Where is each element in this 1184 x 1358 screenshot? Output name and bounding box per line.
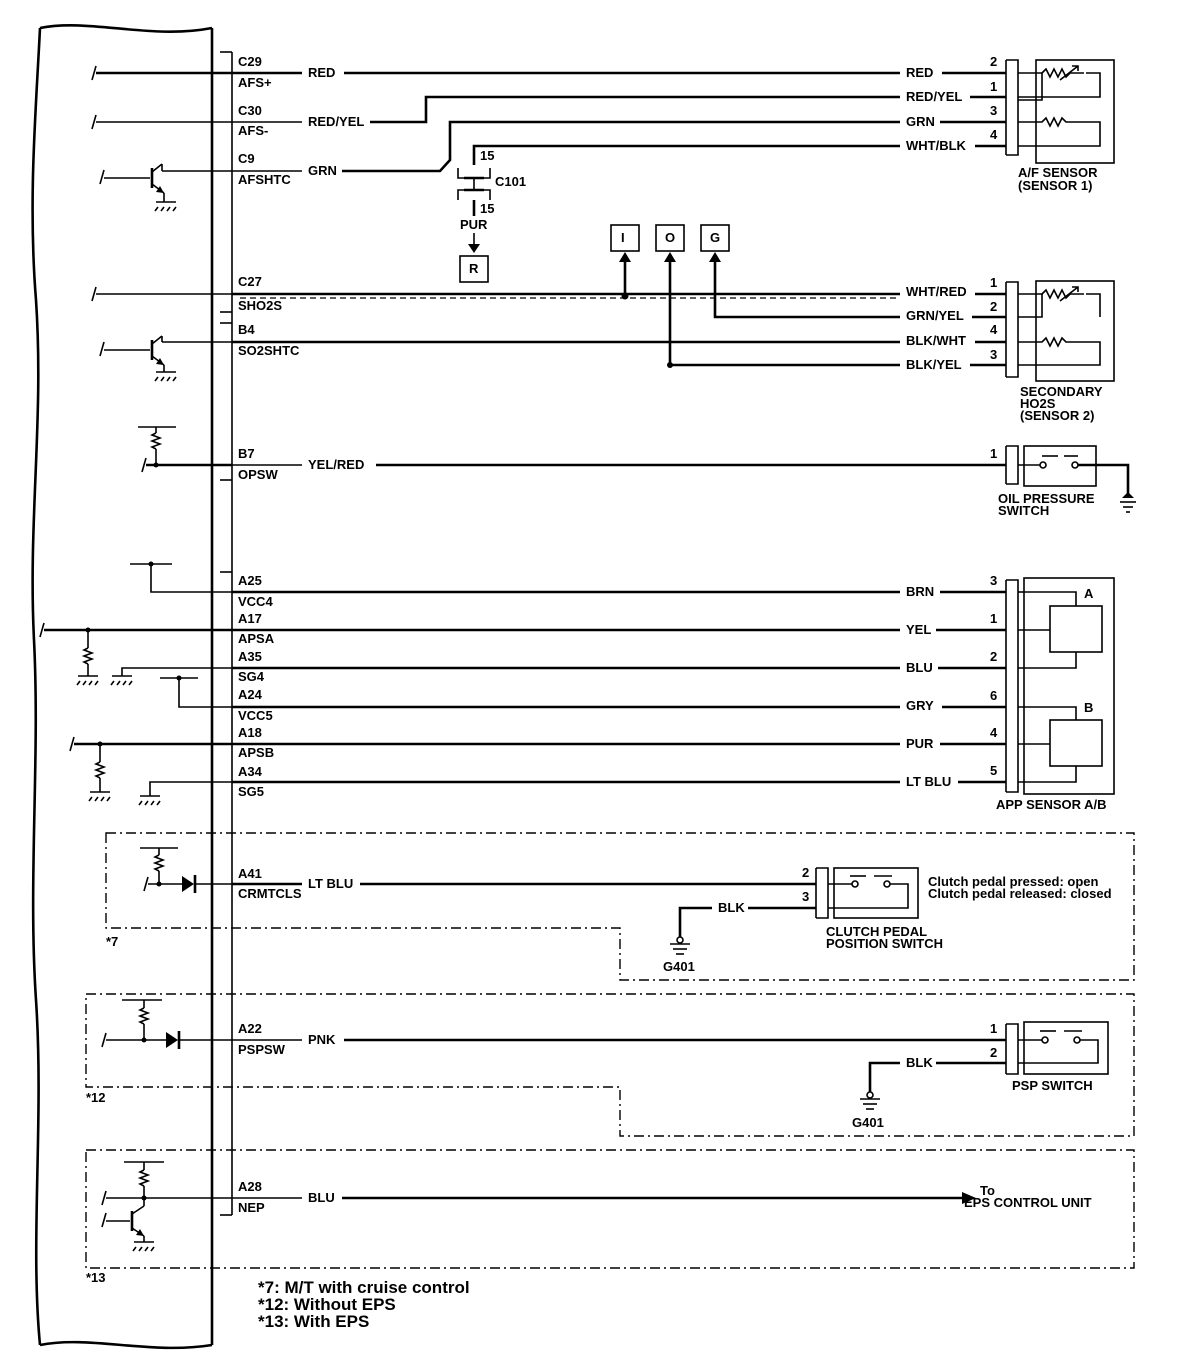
ref-o: O xyxy=(665,230,676,245)
svg-text:4: 4 xyxy=(990,127,998,142)
svg-text:15: 15 xyxy=(480,201,495,216)
sig-vcc4: VCC4 xyxy=(238,594,273,609)
wire-blk-clutch: BLK xyxy=(718,900,745,915)
pin-c27: C27 xyxy=(238,274,262,289)
wire-grn: GRN xyxy=(308,163,337,178)
sig-afs-minus: AFS- xyxy=(238,123,269,138)
svg-text:2: 2 xyxy=(990,649,998,664)
af-connector xyxy=(990,54,1018,155)
wire-brn: BRN xyxy=(906,584,935,599)
sig-nep: NEP xyxy=(238,1200,265,1215)
legend-13: *13: With EPS xyxy=(258,1312,370,1331)
pin-b4: B4 xyxy=(238,322,255,337)
pin-c30: C30 xyxy=(238,103,262,118)
svg-text:POSITION SWITCH: POSITION SWITCH xyxy=(826,936,943,951)
ref-i: I xyxy=(621,230,625,245)
svg-text:4: 4 xyxy=(990,725,998,740)
wire-wht-blk: WHT/BLK xyxy=(906,138,966,153)
sig-so2shtc: SO2SHTC xyxy=(238,343,300,358)
eps-to: To xyxy=(980,1183,995,1198)
svg-text:1: 1 xyxy=(990,446,998,461)
variant-13-region xyxy=(86,1150,1134,1285)
svg-text:2: 2 xyxy=(990,1045,998,1060)
ref-g: G xyxy=(710,230,721,245)
wire-pnk: PNK xyxy=(308,1032,336,1047)
legend-12: *12: Without EPS xyxy=(258,1295,396,1314)
svg-text:6: 6 xyxy=(990,688,998,703)
wire-blk-wht: BLK/WHT xyxy=(906,333,966,348)
apsb-input xyxy=(70,737,232,801)
clutch-switch-label: CLUTCH PEDAL xyxy=(826,924,928,939)
svg-text:2: 2 xyxy=(802,865,810,880)
crmtcls-input xyxy=(140,848,232,893)
wire-wht-red: WHT/RED xyxy=(906,284,967,299)
svg-text:5: 5 xyxy=(990,763,998,778)
svg-text:3: 3 xyxy=(990,103,998,118)
oil-pressure-wiring xyxy=(232,446,1136,518)
pin-c29: C29 xyxy=(238,54,262,69)
sig-sho2s: SHO2S xyxy=(238,298,283,313)
oil-switch-label: OIL PRESSURE xyxy=(998,491,1095,506)
legend xyxy=(258,1278,470,1331)
sig-crmtcls: CRMTCLS xyxy=(238,886,302,901)
wire-yel-red: YEL/RED xyxy=(308,457,365,472)
svg-text:4: 4 xyxy=(990,322,998,337)
app-a-label: A xyxy=(1084,586,1094,601)
ground-g401-clutch: G401 xyxy=(663,959,695,974)
pin-a28: A28 xyxy=(238,1179,262,1194)
wire-yel: YEL xyxy=(906,622,932,637)
pin-a24: A24 xyxy=(238,687,262,702)
pin-b7: B7 xyxy=(238,446,255,461)
svg-text:1: 1 xyxy=(990,611,998,626)
sig-sg5: SG5 xyxy=(238,784,265,799)
wire-red: RED xyxy=(308,65,336,80)
svg-text:3: 3 xyxy=(990,347,998,362)
tag-13: *13 xyxy=(86,1270,106,1285)
ground-g401-psp: G401 xyxy=(852,1115,884,1130)
af-sensor-label: A/F SENSOR xyxy=(1018,165,1098,180)
app-sensor-wiring xyxy=(232,573,1114,812)
wire-blk-psp: BLK xyxy=(906,1055,933,1070)
clutch-note-closed: Clutch pedal released: closed xyxy=(928,886,1112,901)
sig-opsw: OPSW xyxy=(238,467,278,482)
ref-r: R xyxy=(469,261,479,276)
ho2s-label: SECONDARY xyxy=(1020,384,1103,399)
tag-7: *7 xyxy=(106,934,119,949)
pin-a25: A25 xyxy=(238,573,262,588)
variant-12-region xyxy=(86,994,1134,1136)
wire-red-right: RED xyxy=(906,65,934,80)
wire-pur: PUR xyxy=(460,217,488,232)
wire-red-yel: RED/YEL xyxy=(308,114,365,129)
af-sensor xyxy=(1018,60,1114,163)
apsa-input xyxy=(40,623,232,685)
ecm-internal-circuits xyxy=(40,66,232,1251)
pin-a22: A22 xyxy=(238,1021,262,1036)
connector-c101 xyxy=(458,148,526,282)
opsw-pullup xyxy=(138,427,232,472)
wire-blk-yel: BLK/YEL xyxy=(906,357,962,372)
svg-text:1: 1 xyxy=(990,1021,998,1036)
wire-lt-blu: LT BLU xyxy=(906,774,952,789)
sig-afs-plus: AFS+ xyxy=(238,75,272,90)
svg-text:2: 2 xyxy=(990,54,998,69)
legend-7: *7: M/T with cruise control xyxy=(258,1278,470,1297)
wire-grn-right: GRN xyxy=(906,114,935,129)
pin-a41: A41 xyxy=(238,866,262,881)
wire-blu-eps: BLU xyxy=(308,1190,335,1205)
wire-pur-app: PUR xyxy=(906,736,934,751)
pin-a17: A17 xyxy=(238,611,262,626)
svg-text:15: 15 xyxy=(480,148,495,163)
wire-blu: BLU xyxy=(906,660,933,675)
sig-sg4: SG4 xyxy=(238,669,265,684)
svg-text:3: 3 xyxy=(990,573,998,588)
sig-apsa: APSA xyxy=(238,631,275,646)
variant-7-region xyxy=(106,833,1134,980)
c101-label: C101 xyxy=(495,174,527,189)
wire-grn-yel: GRN/YEL xyxy=(906,308,964,323)
svg-text:(SENSOR 2): (SENSOR 2) xyxy=(1020,408,1095,423)
svg-text:1: 1 xyxy=(990,79,998,94)
pin-a34: A34 xyxy=(238,764,262,779)
wire-gry: GRY xyxy=(906,698,934,713)
psp-switch-label: PSP SWITCH xyxy=(1012,1078,1093,1093)
pin-a18: A18 xyxy=(238,725,262,740)
svg-text:SWITCH: SWITCH xyxy=(998,503,1050,518)
clutch-note-open: Clutch pedal pressed: open xyxy=(928,874,1099,889)
svg-text:3: 3 xyxy=(802,889,810,904)
tag-12: *12 xyxy=(86,1090,106,1105)
wire-lt-blu-clutch: LT BLU xyxy=(308,876,354,891)
svg-text:2: 2 xyxy=(990,299,998,314)
sig-vcc5: VCC5 xyxy=(238,708,273,723)
wire-red-yel-right: RED/YEL xyxy=(906,89,963,104)
sig-pspsw: PSPSW xyxy=(238,1042,285,1057)
ho2s-wiring xyxy=(232,275,1114,423)
page-refs xyxy=(611,225,900,368)
sig-apsb: APSB xyxy=(238,745,275,760)
pin-c9: C9 xyxy=(238,151,255,166)
svg-text:HO2S: HO2S xyxy=(1020,396,1056,411)
svg-text:1: 1 xyxy=(990,275,998,290)
pin-a35: A35 xyxy=(238,649,262,664)
ecm-pin-labels xyxy=(238,54,302,1215)
eps-label: EPS CONTROL UNIT xyxy=(964,1195,1092,1210)
app-sensor-label: APP SENSOR A/B xyxy=(996,797,1107,812)
sig-afshtc: AFSHTC xyxy=(238,172,291,187)
app-b-label: B xyxy=(1084,700,1094,715)
svg-text:(SENSOR 1): (SENSOR 1) xyxy=(1018,178,1093,193)
